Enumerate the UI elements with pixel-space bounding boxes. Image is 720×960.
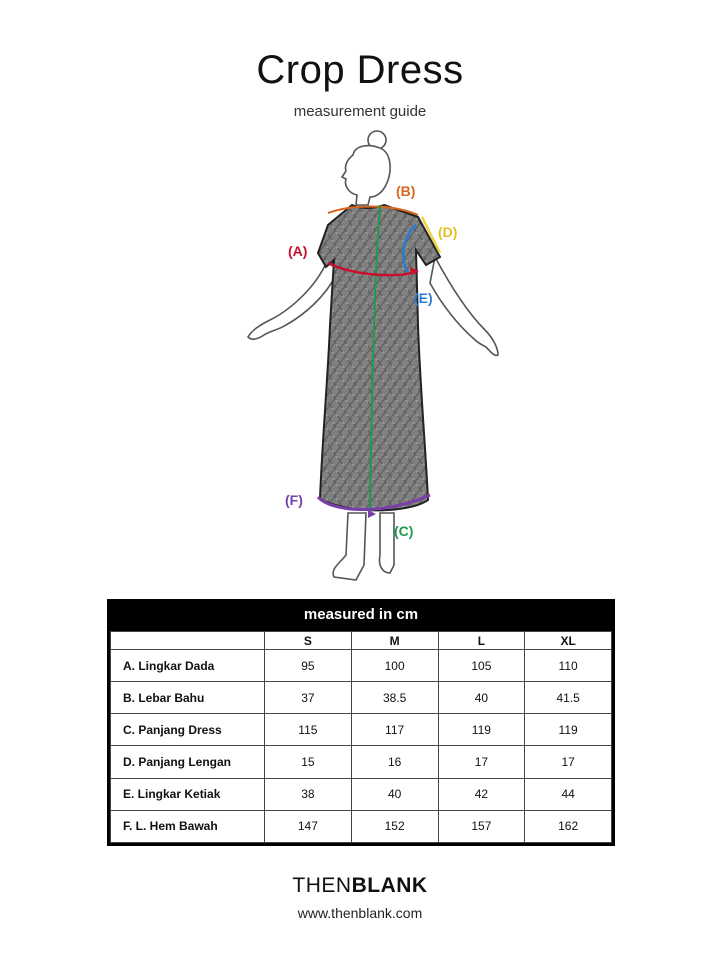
row-label: F. L. Hem Bawah xyxy=(111,810,265,842)
cell-value: 17 xyxy=(438,746,525,778)
cell-value: 17 xyxy=(525,746,612,778)
cell-value: 95 xyxy=(265,650,352,682)
label-a: (A) xyxy=(288,243,308,259)
row-label: A. Lingkar Dada xyxy=(111,650,265,682)
left-arm-outline xyxy=(248,253,336,339)
website-link[interactable]: www.thenblank.com xyxy=(297,905,423,921)
header-blank xyxy=(111,632,265,650)
size-header-row xyxy=(111,632,612,650)
table-row xyxy=(111,714,612,746)
header-size-m: M xyxy=(351,632,438,650)
dress-shape xyxy=(318,205,440,510)
page-subtitle: measurement guide xyxy=(293,103,427,120)
cell-value: 147 xyxy=(265,810,352,842)
table-row xyxy=(111,650,612,682)
cell-value: 38 xyxy=(265,778,352,810)
size-chart xyxy=(107,599,615,846)
dress-figure-illustration xyxy=(230,125,510,595)
table-row xyxy=(111,810,612,842)
cell-value: 152 xyxy=(351,810,438,842)
header-size-xl: XL xyxy=(525,632,612,650)
cell-value: 16 xyxy=(351,746,438,778)
table-row xyxy=(111,682,612,714)
row-label: B. Lebar Bahu xyxy=(111,682,265,714)
cell-value: 110 xyxy=(525,650,612,682)
label-d: (D) xyxy=(438,224,458,240)
label-b: (B) xyxy=(396,183,416,199)
header-size-s: S xyxy=(265,632,352,650)
legs-outline xyxy=(333,513,394,580)
brand-logo-thin: THEN xyxy=(292,874,352,897)
size-table xyxy=(110,631,612,843)
cell-value: 100 xyxy=(351,650,438,682)
cell-value: 157 xyxy=(438,810,525,842)
label-f: (F) xyxy=(285,492,303,508)
size-chart-caption: measured in cm xyxy=(303,606,419,623)
cell-value: 38.5 xyxy=(351,682,438,714)
cell-value: 41.5 xyxy=(525,682,612,714)
cell-value: 40 xyxy=(438,682,525,714)
cell-value: 105 xyxy=(438,650,525,682)
cell-value: 119 xyxy=(438,714,525,746)
row-label: E. Lingkar Ketiak xyxy=(111,778,265,810)
cell-value: 117 xyxy=(351,714,438,746)
row-label: C. Panjang Dress xyxy=(111,714,265,746)
label-c: (C) xyxy=(394,523,414,539)
cell-value: 40 xyxy=(351,778,438,810)
cell-value: 162 xyxy=(525,810,612,842)
table-row xyxy=(111,778,612,810)
cell-value: 37 xyxy=(265,682,352,714)
brand-logo xyxy=(0,874,720,898)
page-title: Crop Dress xyxy=(256,48,464,92)
cell-value: 115 xyxy=(265,714,352,746)
label-e: (E) xyxy=(414,290,433,306)
right-arm-outline xyxy=(430,257,498,355)
table-row xyxy=(111,746,612,778)
cell-value: 15 xyxy=(265,746,352,778)
head-outline xyxy=(342,131,390,205)
brand-logo-bold: BLANK xyxy=(351,874,428,897)
cell-value: 44 xyxy=(525,778,612,810)
header-size-l: L xyxy=(438,632,525,650)
row-label: D. Panjang Lengan xyxy=(111,746,265,778)
cell-value: 42 xyxy=(438,778,525,810)
cell-value: 119 xyxy=(525,714,612,746)
